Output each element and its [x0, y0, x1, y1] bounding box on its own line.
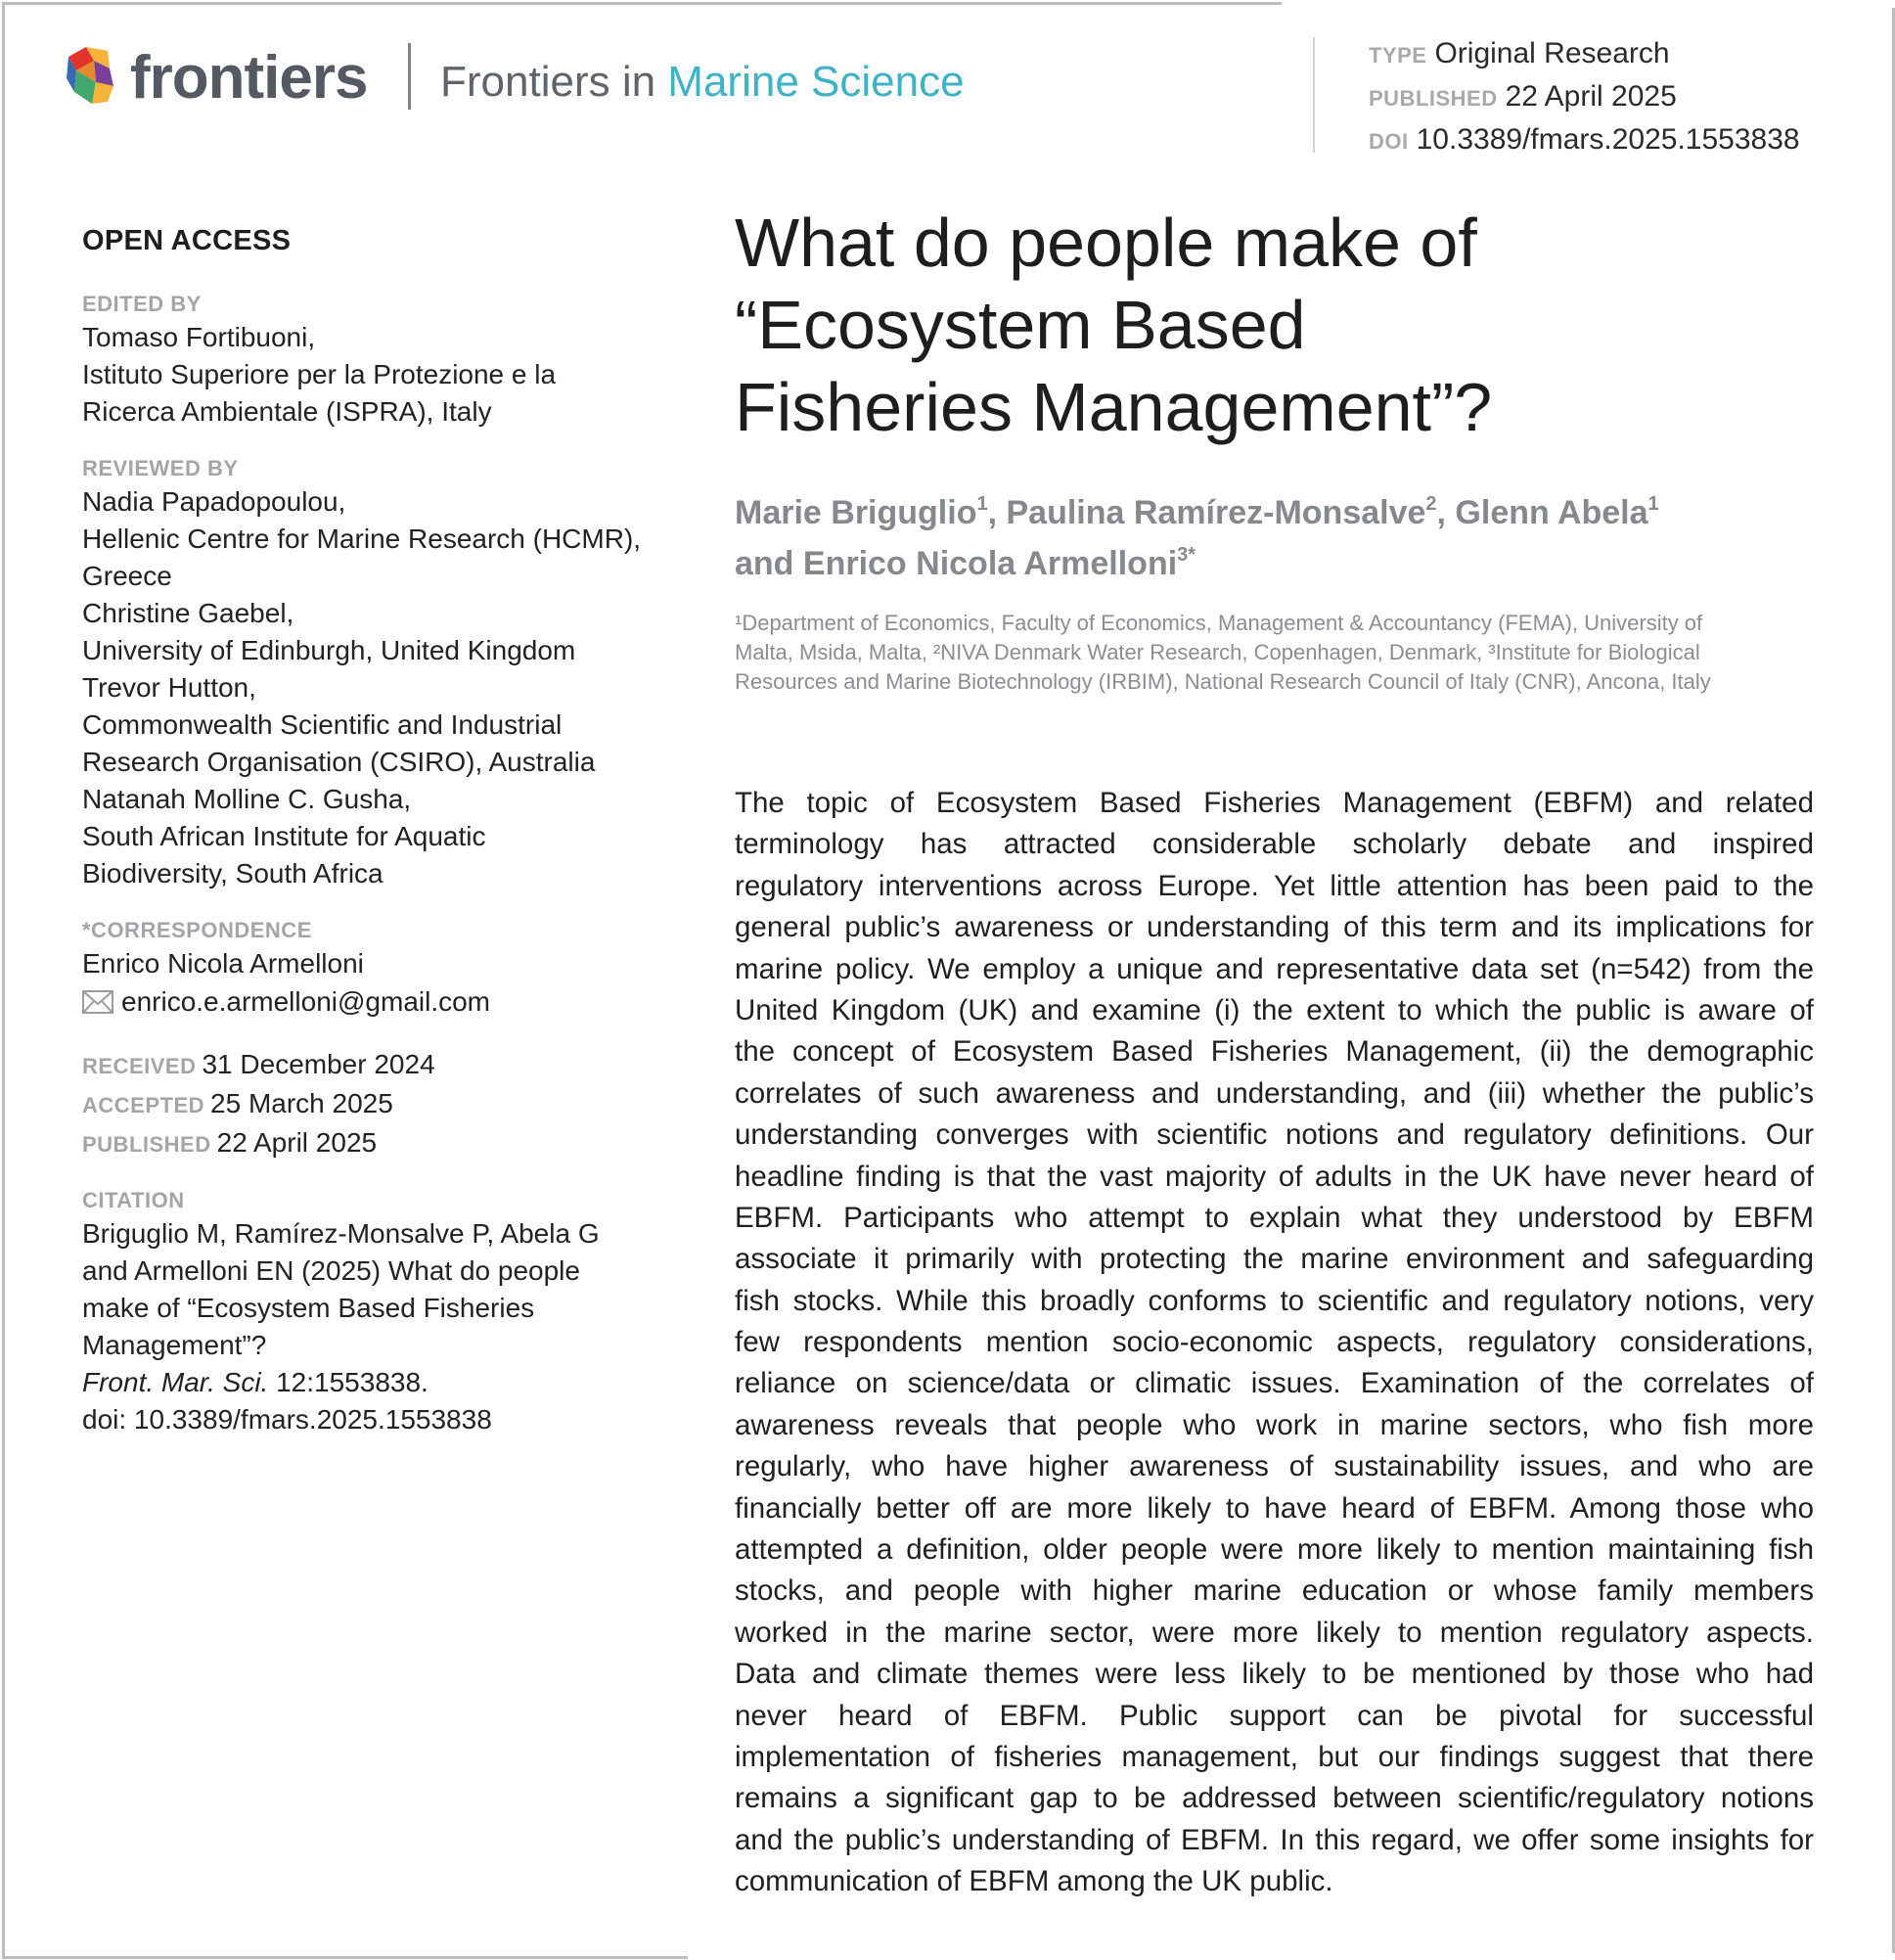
- edited-by-line: Ricerca Ambientale (ISPRA), Italy: [82, 396, 492, 427]
- affiliation-line: Resources and Marine Biotechnology (IRBIM), National Research Council of Italy (CNR), Ancona, Italy: [735, 669, 1711, 694]
- citation-line: make of “Ecosystem Based Fisheries: [82, 1293, 535, 1323]
- abstract-line: stocks, and people with higher marine education or whose family members: [735, 1574, 1814, 1608]
- reviewer-line: Trevor Hutton,: [82, 672, 256, 703]
- citation-journal-line: Front. Mar. Sci. 12:1553838.: [82, 1367, 429, 1397]
- abstract-line: communication of EBFM among the UK public.: [735, 1865, 1333, 1898]
- reviewer-line: Natanah Molline C. Gusha,: [82, 784, 412, 814]
- abstract-line: few respondents mention socio-economic aspects, regulatory considerations,: [735, 1326, 1814, 1359]
- abstract-line: awareness reveals that people who work in marine sectors, who fish more: [735, 1408, 1814, 1441]
- citation-doi[interactable]: doi: 10.3389/fmars.2025.1553838: [82, 1404, 492, 1435]
- abstract-line: regulatory interventions across Europe. Yet little attention has been paid to the: [735, 869, 1814, 902]
- abstract-line: The topic of Ecosystem Based Fisheries Management (EBFM) and related: [735, 787, 1814, 819]
- abstract-line: correlates of such awareness and understanding, and (iii) whether the public’s: [735, 1076, 1814, 1110]
- journal-name: Frontiers in Marine Science: [440, 58, 965, 106]
- reviewer-line: Hellenic Centre for Marine Research (HCMR),: [82, 524, 642, 554]
- published-date: PUBLISHED 22 April 2025: [82, 1127, 378, 1158]
- abstract-line: financially better off are more likely to have heard of EBFM. Among those who: [735, 1491, 1814, 1525]
- dates-section: [82, 1045, 689, 1162]
- edited-by-section: [82, 290, 689, 431]
- brand-name: frontiers: [130, 44, 368, 112]
- abstract-line: and the public’s understanding of EBFM. In this regard, we offer some insights for: [735, 1823, 1814, 1856]
- author-name[interactable]: Marie Briguglio: [735, 494, 977, 531]
- author-name[interactable]: and Enrico Nicola Armelloni: [735, 545, 1178, 582]
- reviewed-by-label: REVIEWED BY: [82, 456, 239, 480]
- citation-line: Briguglio M, Ramírez-Monsalve P, Abela G: [82, 1218, 600, 1249]
- abstract-line: associate it primarily with protecting the marine environment and safeguarding: [735, 1243, 1814, 1276]
- citation-section: [82, 1186, 689, 1438]
- edited-by-line: Istituto Superiore per la Protezione e la: [82, 359, 557, 389]
- abstract-line: general public’s awareness or understanding of this term and its implications for: [735, 911, 1814, 944]
- abstract-line: attempted a definition, older people were more likely to mention maintaining fish: [735, 1533, 1814, 1567]
- abstract-line: implementation of fisheries management, but our findings suggest that there: [735, 1740, 1814, 1773]
- edited-by-label: EDITED BY: [82, 292, 202, 316]
- citation-label: CITATION: [82, 1188, 185, 1212]
- abstract-line: fish stocks. While this broadly conforms to scientific and regulatory notions, very: [735, 1284, 1814, 1317]
- citation-line: and Armelloni EN (2025) What do people: [82, 1255, 580, 1286]
- reviewer-line: Biodiversity, South Africa: [82, 858, 384, 889]
- abstract-line: EBFM. Participants who attempt to explain what they understood by EBFM: [735, 1201, 1814, 1234]
- abstract-line: terminology has attracted considerable scholarly debate and inspired: [735, 828, 1814, 861]
- sidebar: [82, 223, 689, 1462]
- affiliations: [735, 609, 1811, 697]
- abstract-line: understanding converges with scientific notions and regulatory definitions. Our: [735, 1118, 1814, 1152]
- correspondence-section: [82, 916, 689, 1022]
- meta-type: TYPE Original Research: [1369, 37, 1670, 69]
- received-date: RECEIVED 31 December 2024: [82, 1049, 435, 1079]
- abstract-line: remains a significant gap to be addressed between scientific/regulatory notions: [735, 1782, 1814, 1815]
- abstract-line: the concept of Ecosystem Based Fisheries Management, (ii) the demographic: [735, 1035, 1814, 1069]
- correspondence-label: *CORRESPONDENCE: [82, 918, 312, 942]
- reviewer-line: Commonwealth Scientific and Industrial: [82, 709, 563, 740]
- accepted-date: ACCEPTED 25 March 2025: [82, 1088, 393, 1118]
- frame-gap-top: [1282, 1, 1895, 8]
- citation-line: Management”?: [82, 1330, 267, 1360]
- abstract-line: United Kingdom (UK) and examine (i) the extent to which the public is aware of: [735, 993, 1814, 1026]
- abstract-line: headline finding is that the vast majority of adults in the UK have never heard of: [735, 1160, 1814, 1193]
- abstract-line: worked in the marine sector, were more likely to mention regulatory aspects.: [735, 1616, 1814, 1649]
- affiliation-line: ¹Department of Economics, Faculty of Economics, Management & Accountancy (FEMA), University of: [735, 611, 1703, 635]
- abstract: [735, 783, 1814, 1903]
- correspondence-email-row: [82, 982, 689, 1022]
- frontiers-logo-icon: [65, 43, 119, 110]
- reviewed-by-section: [82, 454, 689, 892]
- abstract-line: regularly, who have higher awareness of sustainability issues, and who are: [735, 1450, 1814, 1483]
- reviewer-line: Greece: [82, 561, 172, 591]
- abstract-line: reliance on science/data or climatic issues. Examination of the correlates of: [735, 1367, 1814, 1400]
- envelope-icon: [82, 990, 113, 1014]
- reviewer-line: Research Organisation (CSIRO), Australia: [82, 747, 596, 777]
- header-divider: [408, 43, 411, 110]
- reviewer-line: University of Edinburgh, United Kingdom: [82, 635, 576, 665]
- abstract-line: never heard of EBFM. Public support can be pivotal for successful: [735, 1699, 1814, 1732]
- correspondence-email-link[interactable]: enrico.e.armelloni@gmail.com: [121, 986, 491, 1017]
- author-name[interactable]: , Paulina Ramírez-Monsalve: [987, 494, 1426, 531]
- author-list: Marie Briguglio$^1$, Paulina Ramírez-Monsalve$^2$, Glenn Abela$^1$ and Enrico Nicola Armelloni$^{3*}$: [735, 493, 1659, 582]
- reviewer-line: South African Institute for Aquatic: [82, 821, 486, 851]
- title-line: What do people make of: [735, 205, 1477, 281]
- reviewer-line: Christine Gaebel,: [82, 598, 294, 628]
- article-meta: [1369, 33, 1800, 162]
- edited-by-line: Tomaso Fortibuoni,: [82, 322, 316, 352]
- title-line: Fisheries Management”?: [735, 369, 1493, 445]
- meta-doi: DOI 10.3389/fmars.2025.1553838: [1369, 123, 1800, 156]
- meta-published: PUBLISHED 22 April 2025: [1369, 80, 1677, 113]
- reviewer-line: Nadia Papadopoulou,: [82, 486, 346, 517]
- title-line: “Ecosystem Based: [735, 287, 1306, 363]
- open-access-label: OPEN ACCESS: [82, 225, 292, 256]
- meta-divider: [1313, 37, 1315, 153]
- author-name[interactable]: , Glenn Abela: [1436, 494, 1648, 531]
- abstract-line: Data and climate themes were less likely to be mentioned by those who had: [735, 1658, 1814, 1691]
- abstract-line: marine policy. We employ a unique and representative data set (n=542) from the: [735, 952, 1814, 985]
- correspondence-name: Enrico Nicola Armelloni: [82, 948, 364, 979]
- affiliation-line: Malta, Msida, Malta, ²NIVA Denmark Water Research, Copenhagen, Denmark, ³Institute for Biological: [735, 640, 1700, 664]
- article-title: [735, 202, 1860, 448]
